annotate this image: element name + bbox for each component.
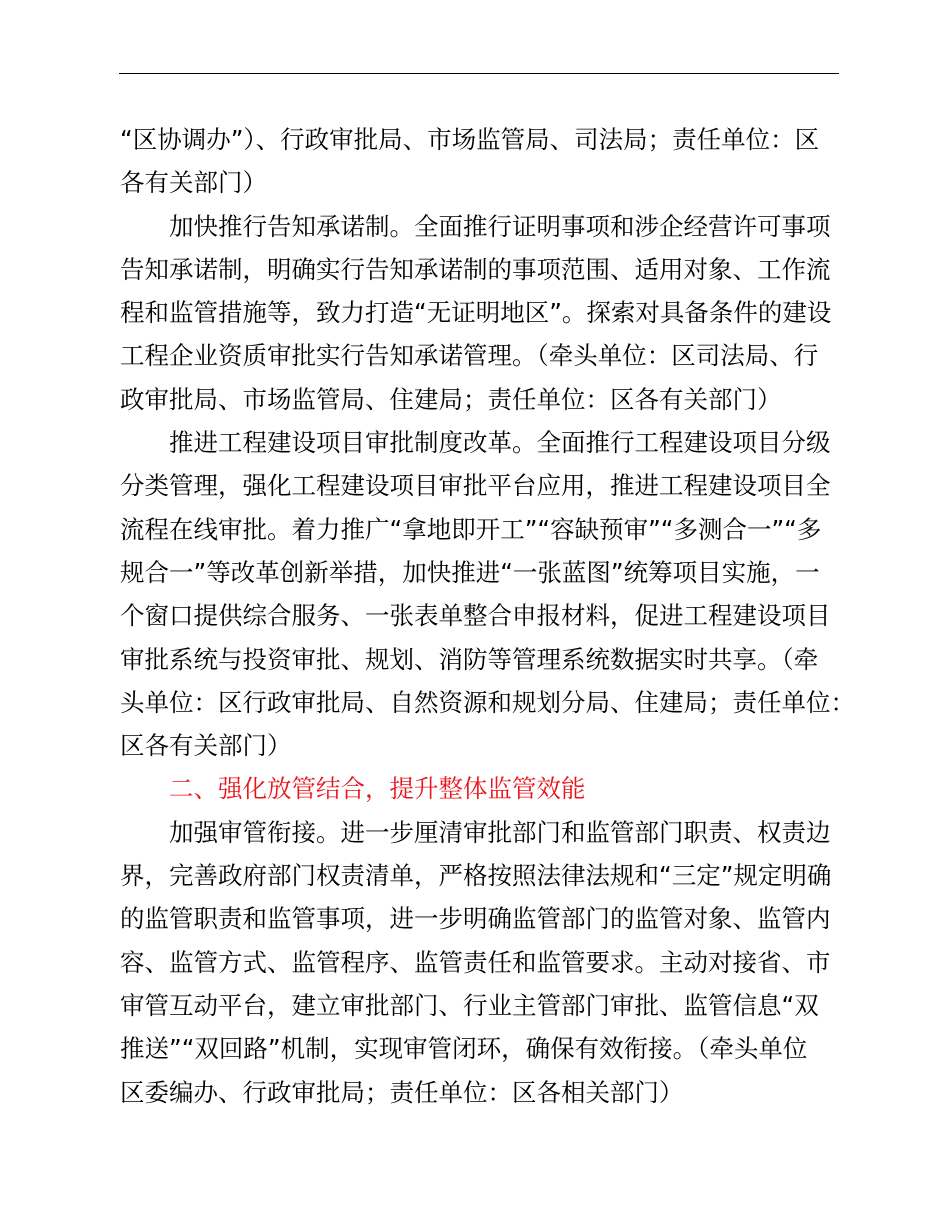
text-line: 工程企业资质审批实行告知承诺管理。（牵头单位：区司法局、行	[120, 341, 819, 371]
text-line: 个窗口提供综合服务、一张表单整合申报材料，促进工程建设项目	[120, 601, 831, 631]
text-line: 区委编办、行政审批局；责任单位：区各相关部门）	[120, 1077, 684, 1107]
header-rule	[119, 73, 839, 74]
document-body	[120, 118, 860, 1114]
text-line: 政审批局、市场监管局、住建局；责任单位：区各有关部门）	[120, 384, 782, 414]
text-line: 加快推行告知承诺制。全面推行证明事项和涉企经营许可事项	[169, 211, 831, 241]
text-line: 程和监管措施等，致力打造“无证明地区”。探索对具备条件的建设	[120, 298, 832, 328]
text-line: 头单位：区行政审批局、自然资源和规划分局、住建局；责任单位：	[120, 687, 855, 717]
text-line: 流程在线审批。着力推广“拿地即开工”“容缺预审”“多测合一”“多	[120, 514, 822, 544]
text-line: 告知承诺制，明确实行告知承诺制的事项范围、适用对象、工作流	[120, 254, 831, 284]
text-line: 界，完善政府部门权责清单，严格按照法律法规和“三定”规定明确	[120, 861, 832, 891]
text-line: 加强审管衔接。进一步厘清审批部门和监管部门职责、权责边	[169, 817, 831, 847]
text-line: 规合一”等改革创新举措，加快推进“一张蓝图”统筹项目实施，一	[120, 557, 820, 587]
text-line: 审批系统与投资审批、规划、消防等管理系统数据实时共享。（牵	[120, 644, 819, 674]
text-line: 推进工程建设项目审批制度改革。全面推行工程建设项目分级	[169, 428, 831, 458]
text-line: 分类管理，强化工程建设项目审批平台应用，推进工程建设项目全	[120, 471, 831, 501]
text-line: 各有关部门）	[120, 168, 267, 198]
text-line: 的监管职责和监管事项，进一步明确监管部门的监管对象、监管内	[120, 904, 831, 934]
text-line: 区各有关部门）	[120, 731, 292, 761]
text-line: “区协调办”）、行政审批局、市场监管局、司法局；责任单位：区	[120, 125, 820, 154]
text-line: 容、监管方式、监管程序、监管责任和监管要求。主动对接省、市	[120, 947, 831, 977]
section-heading: 二、强化放管结合，提升整体监管效能	[169, 774, 586, 804]
text-line: 推送”“双回路”机制，实现审管闭环，确保有效衔接。（牵头单位	[120, 1034, 808, 1064]
text-line: 审管互动平台，建立审批部门、行业主管部门审批、监管信息“双	[120, 990, 819, 1020]
